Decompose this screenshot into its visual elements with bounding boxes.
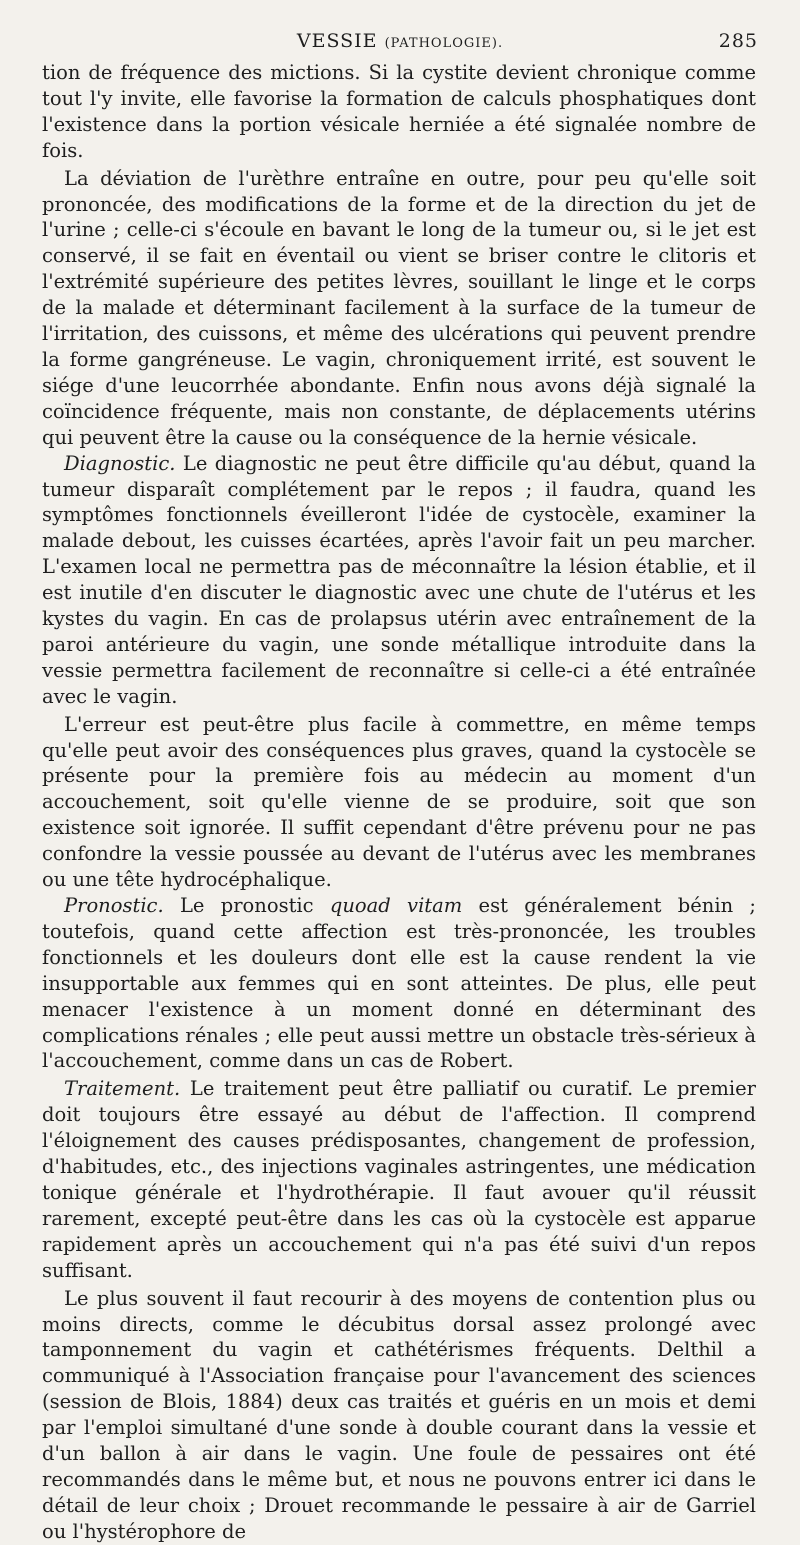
- paragraph-urethra-deviation: [42, 166, 756, 451]
- running-title: [0, 30, 800, 52]
- paragraph-text: tion de fréquence des mictions. Si la cystite devient chronique comme tout l'y invite, elle favorise la formation de calculs phosphatiques dont l'existence dans la portion vésicale herniée a été signalée nombre de fois.: [42, 61, 756, 162]
- body-text: [42, 60, 756, 1545]
- section-heading-traitement: Traitement.: [64, 1077, 181, 1101]
- paragraph-pronostic: [42, 893, 756, 1074]
- paragraph-text: L'erreur est peut-être plus facile à commettre, en même temps qu'elle peut avoir des conséquences plus graves, quand la cystocèle se présente pour la première fois au médecin au moment d'un accouchement, soit qu'elle vienne de se produire, soit que son existence soit ignorée. Il suffit cependant d'être prévenu pour ne pas confondre la vessie poussée au devant de l'utérus avec les membranes ou une tête hydrocéphalique.: [42, 712, 756, 892]
- paragraph-traitement: [42, 1076, 756, 1283]
- latin-phrase: quoad vitam: [329, 894, 463, 917]
- paragraph-continuation: [42, 60, 756, 164]
- paragraph-text: est généralement bénin ; toutefois, quand cette affection est très-prononcée, les troubles fonctionnels et les douleurs dont elle est la cause rendent la vie insupportable aux femmes qui en sont atteintes. De plus, elle peut menacer l'existence à un moment donné en déterminant des complications rénales ; elle peut aussi mettre un obstacle très-sérieux à l'accouchement, comme dans un cas de Robert.: [42, 894, 756, 1073]
- paragraph-diagnostic: [42, 451, 756, 710]
- paragraph-text: Le pronostic: [163, 894, 330, 917]
- section-heading-diagnostic: Diagnostic.: [64, 451, 176, 475]
- page-number: 285: [718, 30, 758, 52]
- paragraph-text: Le diagnostic ne peut être difficile qu'au début, quand la tumeur disparaît complétement par le repos ; il faudra, quand les symptômes fonctionnels éveilleront l'idée de cystocèle, examiner la malade debout, les cuisses écartées, après l'avoir fait un peu marcher. L'examen local ne permettra pas de méconnaître la lésion établie, et il est inutile d'en discuter le diagnostic avec une chute de l'utérus et les kystes du vagin. En cas de prolapsus utérin avec entraînement de la paroi antérieure du vagin, une sonde métallique introduite dans la vessie permettra facilement de reconnaître si celle-ci a été entraînée avec le vagin.: [42, 451, 756, 708]
- paragraph-text: La déviation de l'urèthre entraîne en outre, pour peu qu'elle soit prononcée, des modifications de la forme et de la direction du jet de l'urine ; celle-ci s'écoule en bavant le long de la tumeur ou, si le jet est conservé, il se fait en éventail ou vient se briser contre le clitoris et l'extrémité supérieure des petites lèvres, souillant le linge et le corps de la malade et déterminant facilement à la surface de la tumeur de l'irritation, des cuissons, et même des ulcérations qui peuvent prendre la forme gangréneuse. Le vagin, chroniquement irrité, est souvent le siége d'une leucorrhée abondante. Enfin nous avons déjà signalé la coïncidence fréquente, mais non constante, de déplacements utérins qui peuvent être la cause ou la conséquence de la hernie vésicale.: [42, 166, 756, 449]
- paragraph-text: Le plus souvent il faut recourir à des moyens de contention plus ou moins directs, comme le décubitus dorsal assez prolongé avec tamponnement du vagin et cathétérismes fréquents. Delthil a communiqué à l'Association française pour l'avancement des sciences (session de Blois, 1884) deux cas traités et guéris en un mois et demi par l'emploi simultané d'une sonde à double courant dans la vessie et d'un ballon à air dans le vagin. Une foule de pessaires ont été recommandés dans le même but, et nous ne pouvons entrer ici dans le détail de leur choix ; Drouet recommande le pessaire à air de Garriel ou l'hystérophore de: [42, 1286, 756, 1543]
- paragraph-text: Le traitement peut être palliatif ou curatif. Le premier doit toujours être essayé au début de l'affection. Il comprend l'éloignement des causes prédisposantes, changement de profession, d'habitudes, etc., des injections vaginales astringentes, une médication tonique générale et l'hydrothérapie. Il faut avouer qu'il réussit rarement, excepté peut-être dans les cas où la cystocèle est apparue rapidement après un accouchement qui n'a pas été suivi d'un repos suffisant.: [42, 1077, 756, 1282]
- paragraph-error: [42, 712, 756, 893]
- paragraph-contention: [42, 1286, 756, 1545]
- running-header: [0, 30, 800, 60]
- running-title-main: VESSIE: [296, 30, 378, 52]
- section-heading-pronostic: Pronostic.: [64, 894, 164, 917]
- running-title-sub: (PATHOLOGIE).: [384, 36, 504, 51]
